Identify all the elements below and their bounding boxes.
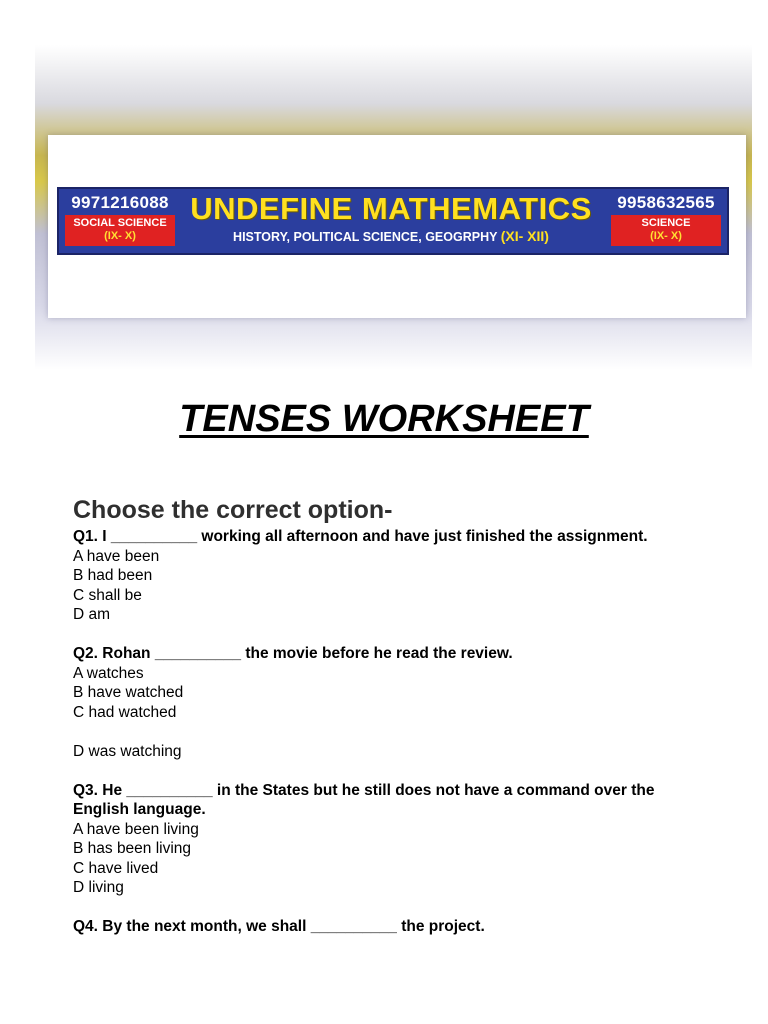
question-block: [73, 527, 713, 625]
question-text: Q4. By the next month, we shall __________ the project.: [73, 918, 485, 935]
right-subject: SCIENCE: [641, 217, 691, 229]
question-text: Q1. I __________ working all afternoon and have just finished the assignment.: [73, 528, 648, 545]
spacer: [73, 761, 713, 781]
spacer: [73, 898, 713, 918]
worksheet-title: [0, 398, 768, 441]
option: B had been: [73, 567, 153, 584]
spacer: [73, 625, 713, 645]
brand-grade-range: (XI- XII): [500, 228, 549, 244]
left-contact-box: [65, 194, 175, 246]
left-grade: (IX- X): [104, 230, 136, 242]
left-subject: SOCIAL SCIENCE: [73, 217, 167, 229]
question-text: Q3. He __________ in the States but he still does not have a command over the English language.: [73, 781, 655, 818]
option: C shall be: [73, 586, 142, 604]
right-subject-tag: [611, 215, 721, 246]
right-contact-box: [611, 194, 721, 246]
option: B has been living: [73, 840, 192, 857]
right-phone: 9958632565: [617, 193, 715, 212]
option: C have lived: [73, 859, 159, 877]
option: A have been living: [73, 820, 199, 838]
brand-subtitle: [181, 227, 601, 246]
question-block: [73, 781, 713, 898]
question-text: Q2. Rohan __________ the movie before he read the review.: [73, 645, 513, 662]
banner-strip: [57, 187, 729, 255]
banner-image: [35, 45, 752, 370]
brand-title: UNDEFINE MATHEMATICS: [190, 191, 592, 226]
question-block: [73, 644, 713, 761]
questions-list: [73, 527, 713, 937]
option: A have been: [73, 547, 160, 565]
brand-subjects: HISTORY, POLITICAL SCIENCE, GEOGRPHY: [233, 230, 498, 244]
option: B have watched: [73, 684, 184, 701]
left-phone: 9971216088: [71, 193, 169, 212]
right-grade: (IX- X): [650, 230, 682, 242]
option: C had watched: [73, 703, 177, 721]
option: D was watching: [73, 742, 182, 760]
instruction: Choose the correct option-: [73, 496, 393, 524]
banner-card: [48, 135, 746, 318]
question-block: [73, 917, 713, 937]
option: D am: [73, 606, 111, 623]
left-subject-tag: [65, 215, 175, 246]
option: D living: [73, 879, 124, 896]
spacer: [73, 722, 713, 742]
worksheet-title-text: TENSES WORKSHEET: [179, 398, 589, 440]
option: A watches: [73, 664, 144, 682]
